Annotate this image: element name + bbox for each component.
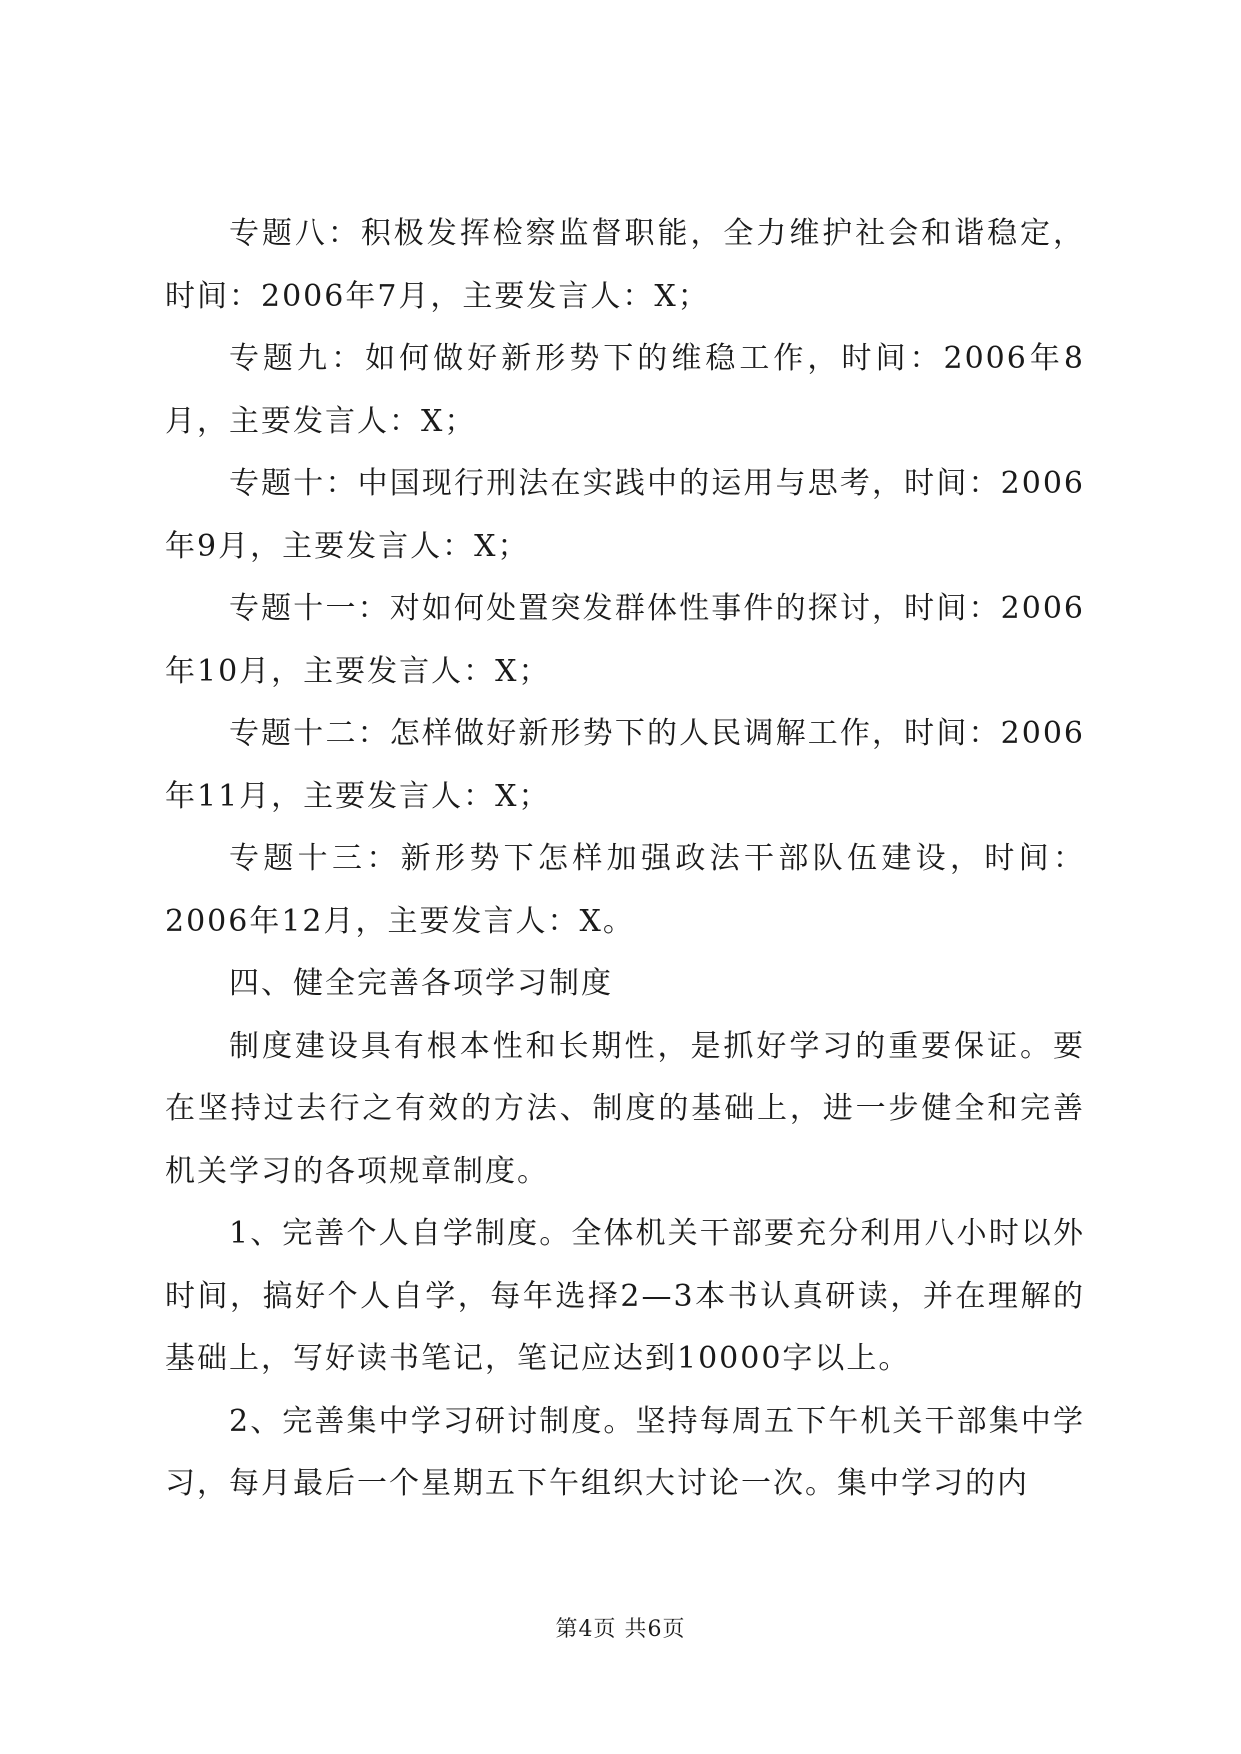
paragraph-self-study: 1、完善个人自学制度。全体机关干部要充分利用八小时以外时间，搞好个人自学，每年选择2—3本书认真研读，并在理解的基础上，写好读书笔记，笔记应达到10000字以上。 [165, 1216, 1085, 1376]
document-body [165, 203, 1085, 1516]
paragraph-topic-9: 专题九：如何做好新形势下的维稳工作，时间：2006年8月，主要发言人：X； [165, 341, 1085, 439]
paragraph-topic-10: 专题十：中国现行刑法在实践中的运用与思考，时间：2006年9月，主要发言人：X； [165, 466, 1085, 564]
paragraph-group-study: 2、完善集中学习研讨制度。坚持每周五下午机关干部集中学习，每月最后一个星期五下午组织大讨论一次。集中学习的内 [165, 1403, 1085, 1501]
paragraph-system-intro: 制度建设具有根本性和长期性，是抓好学习的重要保证。要在坚持过去行之有效的方法、制度的基础上，进一步健全和完善机关学习的各项规章制度。 [165, 1028, 1085, 1189]
page-footer: 第4页 共6页 [555, 1617, 686, 1642]
paragraph-topic-8: 专题八：积极发挥检察监督职能，全力维护社会和谐稳定，时间：2006年7月，主要发言人：X； [165, 216, 1085, 314]
paragraph-topic-13: 专题十三：新形势下怎样加强政法干部队伍建设，时间：2006年12月，主要发言人：X。 [165, 841, 1085, 939]
paragraph-topic-12: 专题十二：怎样做好新形势下的人民调解工作，时间：2006年11月，主要发言人：X； [165, 716, 1085, 814]
section-heading-4: 四、健全完善各项学习制度 [229, 966, 613, 1001]
paragraph-topic-11: 专题十一：对如何处置突发群体性事件的探讨，时间：2006年10月，主要发言人：X； [165, 591, 1085, 689]
